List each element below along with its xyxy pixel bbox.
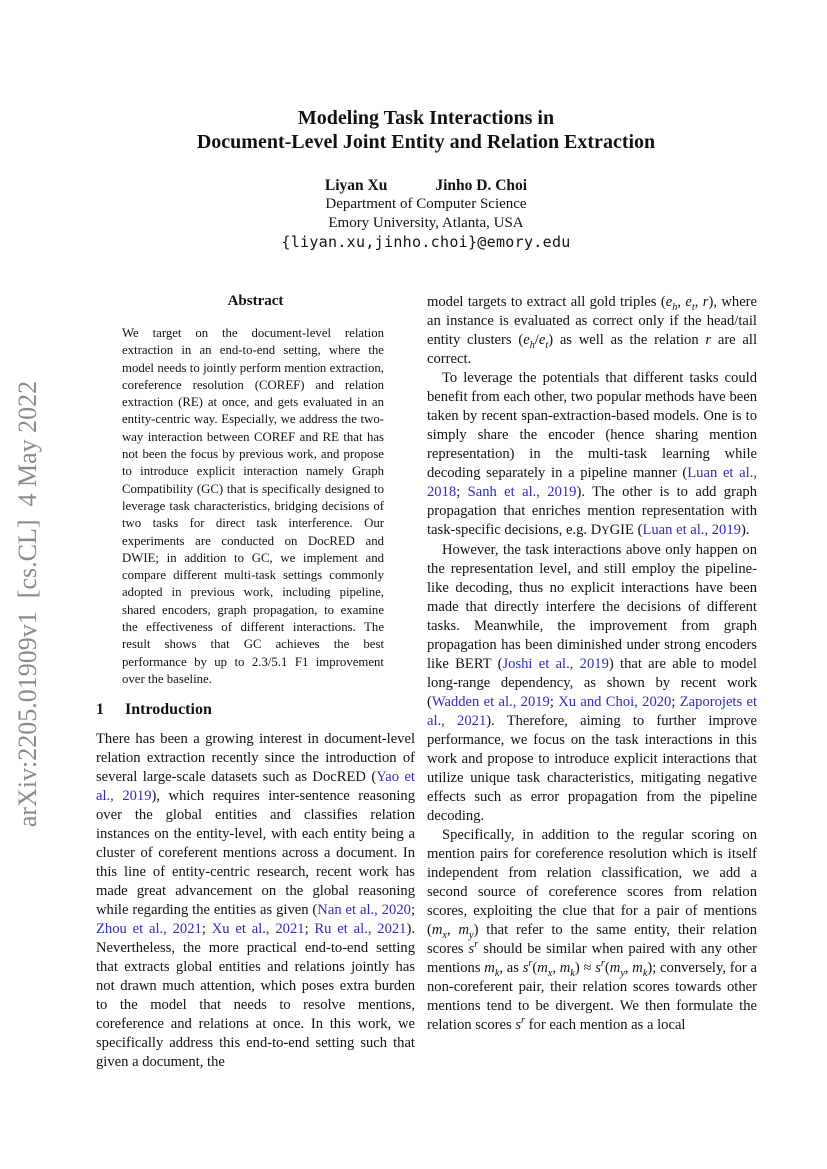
math-expression: ($m_x$, $m_y$) (427, 922, 479, 941)
left-column (96, 293, 415, 1072)
text-segment: for each mention as a local (525, 1017, 686, 1033)
section-title: Introduction (125, 701, 212, 719)
intro-paragraph-1 (96, 730, 415, 1072)
col2-paragraph-4 (427, 826, 757, 1035)
citation-link[interactable]: Sanh et al., 2019 (467, 484, 577, 500)
citation-link[interactable]: Zaporojets et al., 2021 (427, 694, 758, 729)
citation-link[interactable]: Zhou et al., 2021 (96, 921, 202, 938)
math-expression: $(e_h/e_t)$ (518, 332, 554, 351)
arxiv-watermark: arXiv:2205.01909v1 [cs.CL] 4 May 2022 (13, 380, 42, 828)
citation-link[interactable]: Joshi et al., 2019 (502, 656, 609, 672)
paper-header (96, 107, 756, 252)
abstract-heading: Abstract (227, 293, 284, 309)
text-segment: , where an instance is evaluated as correct only if the head/tail entity clusters (427, 294, 758, 348)
department: Department of Computer Science (325, 196, 527, 212)
university: Emory University, Atlanta, USA (328, 214, 524, 231)
math-expression: $s^r(m_x$, $m_k) \approx s^r(m_y$, $m_k$) (522, 958, 653, 979)
abstract-text: We target on the document-level relation extraction in an end-to-end setting, where the model needs to jointly perform mention extraction, coreference resolution (COREF) and relation extraction (RE) at once, and gets evaluated in an entity-centric way. Especially, we address the two-way interaction between COREF and RE that has not been the focus by previous work, and propose to introduce explicit interaction namely Graph Compatibility (GC) that is specifically designed to leverage task characteristics, bridging decisions of two tasks for direct task interference. Our experiments are conducted on DocRED and DWIE; in addition to GC, we implement and compare different multi-task settings commonly adopted in previous work, including pipeline, shared encoders, graph propagation, to examine the effectiveness of different interactions. The result shows that GC achieves the best performance by up to 2.3/5.1 F1 improvement over the baseline. (122, 326, 384, 686)
citation-link[interactable]: Xu et al., 2021 (211, 921, 305, 938)
section-1-heading (96, 700, 415, 719)
math-expression: $m_k$ (484, 960, 500, 979)
text-segment: ) that are able to model long-range dependency, as shown by recent work ( (427, 656, 757, 710)
citation-link[interactable]: Nan et al., 2020 (317, 902, 411, 919)
author-name-2: Jinho D. Choi (435, 177, 528, 194)
right-column (427, 293, 757, 1035)
text-segment: should be similar when paired with any other mentions (427, 941, 757, 976)
text-segment: ; (201, 921, 212, 938)
text-segment: ). The other is to add graph propagation that enriches mention representation with task-specific decisions, e.g. (427, 484, 758, 538)
paper-title-line1: Modeling Task Interactions in (297, 107, 555, 129)
citation-link[interactable]: Xu and Choi, 2020 (558, 694, 672, 710)
text-segment: are all correct. (427, 332, 757, 367)
col2-paragraph-2 (427, 369, 757, 541)
text-segment: , as (499, 960, 523, 976)
text-segment: model targets to extract all gold triples (427, 294, 661, 310)
text-segment: ; (410, 902, 415, 919)
text-segment: ; (671, 694, 680, 710)
text-segment: that refer to the same entity, their relation scores (427, 922, 758, 957)
text-segment: ). Therefore, aiming to further improve performance, we focus on the task interactions in this work and propose to introduce explicit interactions that utilize unique task characteristics, mitigating negative effects such as error propagation from the pipeline decoding. (427, 713, 757, 824)
math-expression: r (705, 332, 712, 348)
text-segment: ; (456, 484, 468, 500)
col2-paragraph-3 (427, 541, 757, 826)
author-line (96, 176, 756, 195)
text-segment: ; (304, 921, 315, 938)
text-segment: To leverage the potentials that different tasks could benefit from each other, two popular methods have been taken by recent span-extraction-based models. One is to simply share the encoder (hence sharing mention representation) in the multi-task learning while decoding separately in a pipeline manner ( (427, 370, 757, 481)
section-number: 1 (96, 701, 104, 719)
text-segment: However, the task interactions above only happen on the representation level, and still employ the pipeline-like decoding, thus no explicit interactions have been made that directly interfere the decisions of different tasks. Meanwhile, the improvement from graph propagation has been diminished under strong encoders like BERT ( (427, 542, 757, 672)
citation-link[interactable]: Ru et al., 2021 (314, 921, 407, 938)
math-expression: $s^r$ (515, 1015, 526, 1033)
math-expression: ($e_h$, $e_t$, r) (660, 294, 714, 313)
author-name-1: Liyan Xu (324, 177, 388, 194)
paper-title (96, 107, 756, 154)
citation-link[interactable]: Yao et al., 2019 (96, 769, 415, 805)
text-segment: ). (740, 522, 750, 538)
citation-link[interactable]: Wadden et al., 2019 (431, 694, 550, 710)
email: {liyan.xu,jinho.choi}@emory.edu (281, 233, 571, 251)
text-segment: as well as the relation (553, 332, 706, 348)
paper-title-line2: Document-Level Joint Entity and Relation Extraction (196, 130, 656, 153)
text-segment: ( (633, 522, 643, 538)
text-segment: There has been a growing interest in document-level relation extraction recently since the introduction of several large-scale datasets such as DocRED ( (96, 731, 415, 786)
citation-link[interactable]: Luan et al., 2019 (642, 522, 741, 538)
text-segment: ), which requires inter-sentence reasoning over the global entities and classifies relation instances on the entity-level, with each entity being a cluster of coreferent mentions across a document. In this line of entity-centric research, recent work has made great advancement on the global reasoning while regarding the entities as given ( (96, 788, 415, 919)
text-segment: Specifically, in addition to the regular scoring on mention pairs for coreference resolution which is itself independent from relation classification, we add a second source of coreference scores from relation scores, exploiting the clue that for a pair of mentions (427, 827, 757, 919)
math-expression: $s^r$ (468, 939, 479, 957)
citation-link[interactable]: Luan et al., 2018 (427, 465, 757, 500)
math-expression: DYGIE (590, 522, 634, 538)
text-segment: ; conversely, for a non-coreferent pair, their relation scores towards other mentions tend to be divergent. We then formulate the relation scores (427, 960, 757, 1033)
text-segment: ). Nevertheless, the more practical end-to-end setting that extracts global entities and relations jointly has not drawn much attention, which poses extra burden to the model that needs to resolve mentions, coreference and relations at once. In this work, we specifically address this end-to-end setting such that given a document, the (96, 921, 415, 1071)
col2-paragraph-1 (427, 293, 757, 369)
text-segment: ; (549, 694, 559, 710)
